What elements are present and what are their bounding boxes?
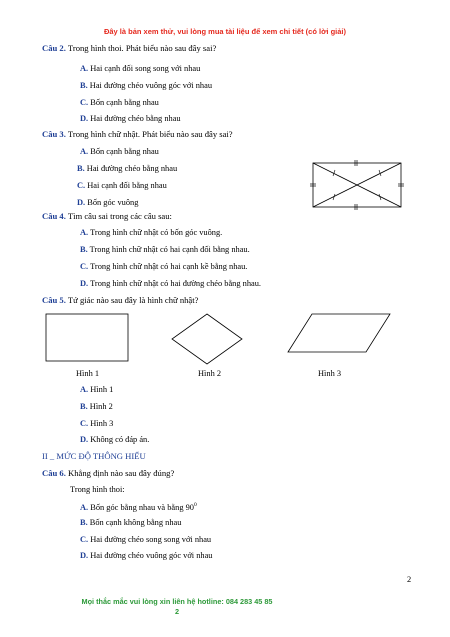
figure-2-rhombus: [172, 314, 242, 364]
section-title: II _ MỨC ĐỘ THÔNG HIỂU: [42, 451, 146, 461]
question-6: [42, 468, 174, 478]
page-number: 2: [407, 575, 412, 584]
question-number: Câu 5.: [42, 295, 66, 305]
option: D. Hai đường chéo vuông góc với nhau: [80, 551, 213, 560]
question-5: [42, 295, 198, 305]
option: C. Hình 3: [80, 419, 114, 428]
question-number: Câu 2.: [42, 43, 66, 53]
option: B. Hai đường chéo vuông góc với nhau: [80, 81, 213, 90]
figure-3-caption: Hình 3: [318, 369, 342, 378]
degree-superscript: 0: [194, 502, 197, 508]
option: A. Trong hình chữ nhật có bốn góc vuông.: [80, 228, 223, 237]
question-text: Trong hình thoi. Phát biểu nào sau đây sai?: [67, 43, 217, 53]
figure-2-caption: Hình 2: [198, 369, 222, 378]
question-2: [42, 43, 216, 53]
option: A. Bốn góc bằng nhau và bằng $90^0$: [80, 502, 197, 512]
question-text: Tìm câu sai trong các câu sau:: [67, 211, 172, 221]
option: B. Trong hình chữ nhật có hai cạnh đối bằng nhau.: [80, 245, 250, 254]
option: A. Bốn cạnh bằng nhau: [80, 147, 159, 156]
footer-hotline: Mọi thắc mắc vui lòng xin liên hệ hotline: 084 283 45 85: [81, 597, 273, 606]
question-number: Câu 3.: [42, 129, 66, 139]
question-number: Câu 4.: [42, 211, 66, 221]
option: A. Hai cạnh đối song song với nhau: [80, 64, 201, 73]
figure-1-caption: Hình 1: [76, 369, 100, 378]
question-number: Câu 6.: [42, 468, 66, 478]
option: C. Hai đường chéo song song với nhau: [80, 535, 212, 544]
rectangle-figure: [308, 157, 408, 215]
preview-notice: Đây là bản xem thử, vui lòng mua tài liệu để xem chi tiết (có lời giải): [103, 27, 347, 36]
figure-3-parallelogram: [288, 314, 390, 352]
option: D. Không có đáp án.: [80, 435, 150, 444]
question-intro: Trong hình thoi:: [70, 485, 125, 494]
option: B. Hình 2: [80, 402, 113, 411]
option: D. Hai đường chéo bằng nhau: [80, 114, 181, 123]
question-text: Khẳng định nào sau đây đúng?: [68, 468, 175, 478]
option: B. Hai đường chéo bằng nhau: [77, 164, 178, 173]
option: A. Hình 1: [80, 385, 114, 394]
question-text: Trong hình chữ nhật. Phát biểu nào sau đây sai?: [67, 129, 233, 139]
question-text: Tứ giác nào sau đây là hình chữ nhật?: [67, 295, 199, 305]
question-4: [42, 211, 172, 221]
option: D. Trong hình chữ nhật có hai đường chéo bằng nhau.: [80, 279, 262, 288]
option: D. Bốn góc vuông: [77, 198, 139, 207]
option: C. Trong hình chữ nhật có hai cạnh kề bằng nhau.: [80, 262, 248, 271]
footer-page-number: 2: [174, 607, 180, 616]
option: B. Bốn cạnh không bằng nhau: [80, 518, 182, 527]
shapes-figure: [40, 310, 410, 368]
option: C. Hai cạnh đối bằng nhau: [77, 181, 167, 190]
question-3: [42, 129, 233, 139]
option: C. Bốn cạnh bằng nhau: [80, 98, 159, 107]
figure-1-rectangle: [46, 314, 128, 361]
